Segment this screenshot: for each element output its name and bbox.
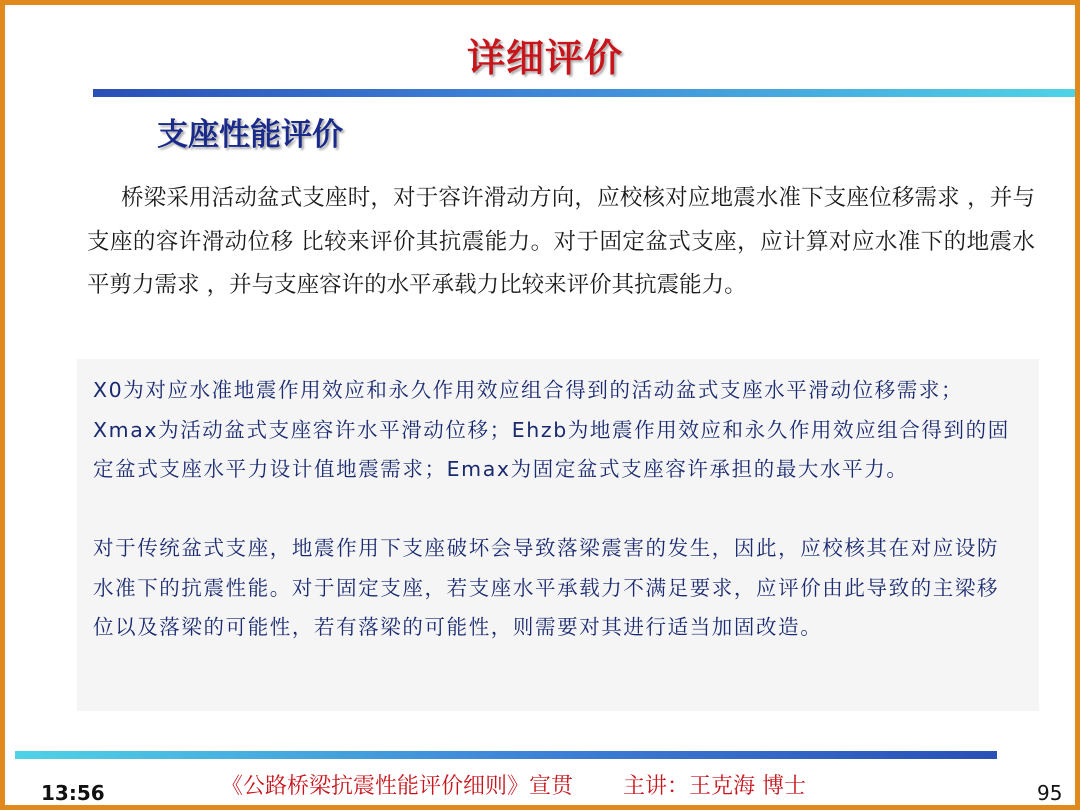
top-divider <box>93 89 1075 97</box>
bottom-divider <box>15 751 997 759</box>
note-definitions: X0为对应水准地震作用效应和永久作用效应组合得到的活动盆式支座水平滑动位移需求；Xmax为活动盆式支座容许水平滑动位移；Ehzb为地震作用效应和永久作用效应组合得到的固定盆式支座水平力设计值地震需求；Emax为固定盆式支座容许承担的最大水平力。 <box>93 378 1010 481</box>
slide-title: 详细评价 <box>466 36 623 80</box>
page-number: 95 <box>1037 781 1063 805</box>
footer-speaker: 主讲：王克海 博士 <box>623 774 807 799</box>
footer-course-title: 《公路桥梁抗震性能评价细则》宣贯 <box>221 774 574 799</box>
body-paragraph: 桥梁采用活动盆式支座时，对于容许滑动方向，应校核对应地震水准下支座位移需求 ，并与支座的容许滑动位移 比较来评价其抗震能力。对于固定盆式支座，应计算对应水准下的地震水平剪力需求 ，并与支座容许的水平承载力比较来评价其抗震能力。 <box>87 185 1035 298</box>
footer-caption <box>221 769 806 800</box>
footer-time: 13:56 <box>41 781 105 805</box>
section-subtitle: 支座性能评价 <box>157 117 343 153</box>
note-traditional-bearing: 对于传统盆式支座，地震作用下支座破坏会导致落梁震害的发生，因此，应校核其在对应设防水准下的抗震性能。对于固定支座，若支座水平承载力不满足要求，应评价由此导致的主梁移位以及落梁的可能性，若有落梁的可能性，则需要对其进行适当加固改造。 <box>93 536 1000 639</box>
